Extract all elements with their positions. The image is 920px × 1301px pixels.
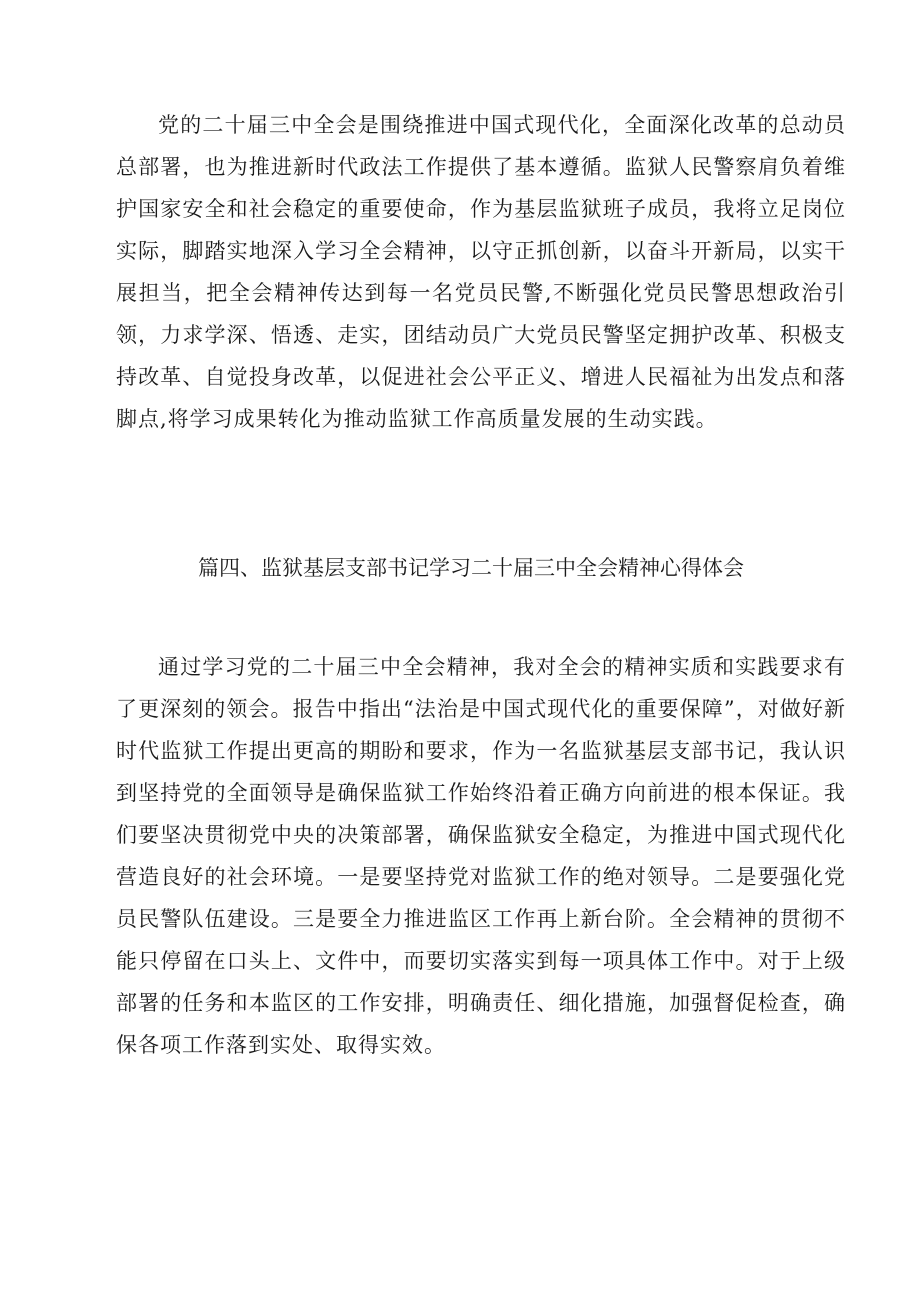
body-paragraph: 党的二十届三中全会是围绕推进中国式现代化，全面深化改革的总动员总部署，也为推进新时代政法工作提供了基本遵循。监狱人民警察肩负着维护国家安全和社会稳定的重要使命，作为基层监狱班子成员，我将立足岗位实际，脚踏实地深入学习全会精神，以守正抓创新，以奋斗开新局，以实干展担当，把全会精神传达到每一名党员民警,不断强化党员民警思想政治引领，力求学深、悟透、走实，团结动员广大党员民警坚定拥护改革、积极支持改革、自觉投身改革，以促进社会公平正义、增进人民福祉为出发点和落脚点,将学习成果转化为推动监狱工作高质量发展的生动实践。 [116, 113, 846, 431]
body-paragraph: 通过学习党的二十届三中全会精神，我对全会的精神实质和实践要求有了更深刻的领会。报告中指出“法治是中国式现代化的重要保障”，对做好新时代监狱工作提出更高的期盼和要求，作为一名监狱基层支部书记，我认识到坚持党的全面领导是确保监狱工作始终沿着正确方向前进的根本保证。我们要坚决贯彻党中央的决策部署，确保监狱安全稳定，为推进中国式现代化营造良好的社会环境。一是要坚持党对监狱工作的绝对领导。二是要强化党员民警队伍建设。三是要全力推进监区工作再上新台阶。全会精神的贯彻不能只停留在口头上、文件中，而要切实落实到每一项具体工作中。对于上级部署的任务和本监区的工作安排，明确责任、细化措施，加强督促检查，确保各项工作落到实处、取得实效。 [116, 655, 846, 1057]
section-heading: 篇四、监狱基层支部书记学习二十届三中全会精神心得体会 [198, 556, 744, 580]
